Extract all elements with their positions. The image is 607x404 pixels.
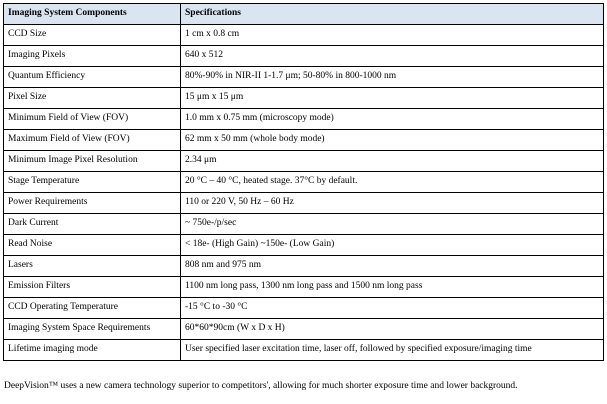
specification-cell: 20 °C – 40 °C, heated stage. 37°C by default. [181, 172, 604, 193]
table-row [4, 193, 604, 214]
table-row [4, 235, 604, 256]
component-cell: Dark Current [4, 214, 181, 235]
table-row [4, 130, 604, 151]
specification-cell: 640 x 512 [181, 46, 604, 67]
component-cell: Minimum Field of View (FOV) [4, 109, 181, 130]
table-row [4, 172, 604, 193]
component-cell: Quantum Efficiency [4, 67, 181, 88]
component-cell: Emission Filters [4, 277, 181, 298]
component-cell: Pixel Size [4, 88, 181, 109]
table-row [4, 25, 604, 46]
specification-cell: 60*60*90cm (W x D x H) [181, 319, 604, 340]
table-row [4, 46, 604, 67]
table-row [4, 298, 604, 319]
table-row [4, 277, 604, 298]
header-specifications: Specifications [181, 4, 604, 25]
header-components: Imaging System Components [4, 4, 181, 25]
specification-cell: 1 cm x 0.8 cm [181, 25, 604, 46]
specification-cell: < 18e- (High Gain) ~150e- (Low Gain) [181, 235, 604, 256]
component-cell: Lasers [4, 256, 181, 277]
specification-cell: 80%-90% in NIR-II 1-1.7 μm; 50-80% in 800-1000 nm [181, 67, 604, 88]
component-cell: CCD Size [4, 25, 181, 46]
component-cell: Imaging Pixels [4, 46, 181, 67]
component-cell: Read Noise [4, 235, 181, 256]
component-cell: Imaging System Space Requirements [4, 319, 181, 340]
component-cell: Maximum Field of View (FOV) [4, 130, 181, 151]
specification-cell: 110 or 220 V, 50 Hz – 60 Hz [181, 193, 604, 214]
table-body [4, 25, 604, 361]
table-header-row [4, 4, 604, 25]
table-row [4, 67, 604, 88]
specification-cell: ~ 750e-/p/sec [181, 214, 604, 235]
table-row [4, 109, 604, 130]
table-row [4, 88, 604, 109]
component-cell: Power Requirements [4, 193, 181, 214]
component-cell: Stage Temperature [4, 172, 181, 193]
specification-cell: 62 mm x 50 mm (whole body mode) [181, 130, 604, 151]
footnote-text: DeepVision™ uses a new camera technology superior to competitors', allowing for much shorter exposure time and lower background. [4, 381, 518, 391]
specification-cell: -15 °C to -30 °C [181, 298, 604, 319]
component-cell: CCD Operating Temperature [4, 298, 181, 319]
specifications-table [3, 3, 604, 361]
specification-cell: 15 μm x 15 μm [181, 88, 604, 109]
specification-cell: 808 nm and 975 nm [181, 256, 604, 277]
table-row [4, 340, 604, 361]
table-row [4, 319, 604, 340]
specification-cell: User specified laser excitation time, laser off, followed by specified exposure/imaging time [181, 340, 604, 361]
specification-cell: 1100 nm long pass, 1300 nm long pass and 1500 nm long pass [181, 277, 604, 298]
specification-cell: 1.0 mm x 0.75 mm (microscopy mode) [181, 109, 604, 130]
component-cell: Minimum Image Pixel Resolution [4, 151, 181, 172]
table-row [4, 151, 604, 172]
component-cell: Lifetime imaging mode [4, 340, 181, 361]
specification-cell: 2.34 μm [181, 151, 604, 172]
table-row [4, 214, 604, 235]
table-row [4, 256, 604, 277]
